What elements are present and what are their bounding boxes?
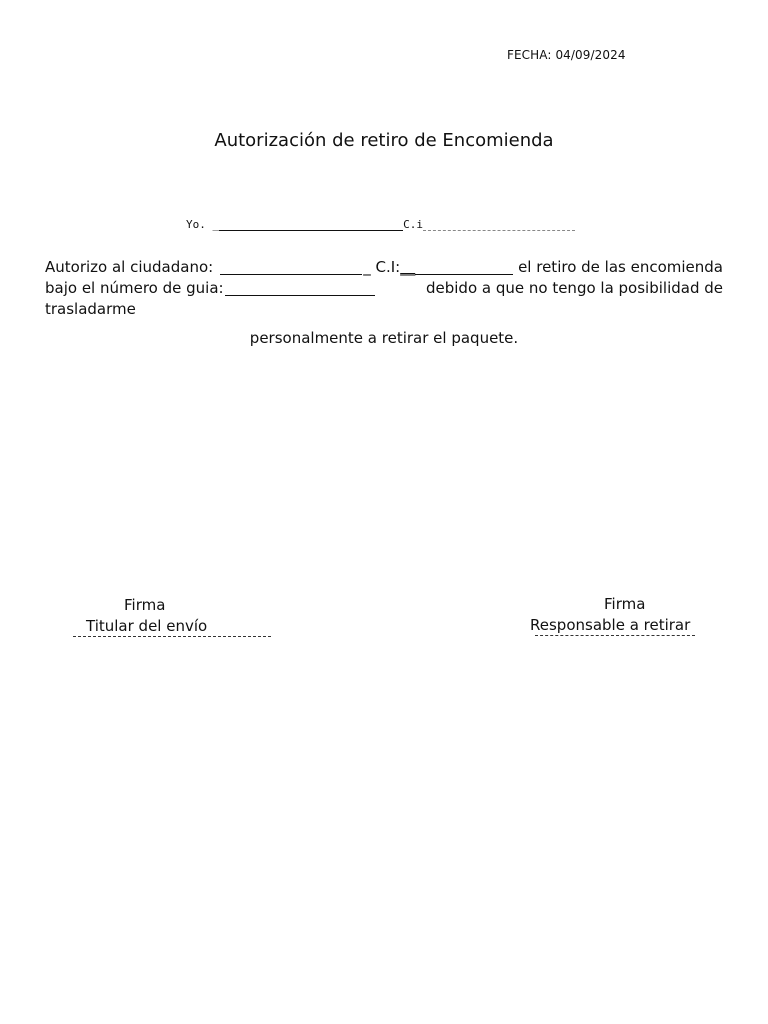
yo-label: Yo. _ [186, 218, 220, 231]
yo-ci-blank[interactable] [423, 219, 575, 231]
authorization-paragraph [45, 257, 723, 320]
paragraph-text-withdrawal: el retiro de las encomienda [518, 258, 723, 276]
paragraph-text-travel: trasladarme [45, 300, 136, 318]
date-label: FECHA: 04/09/2024 [507, 48, 626, 62]
signature-line-holder[interactable] [73, 636, 271, 637]
signature-firma-label: Firma [124, 596, 166, 614]
citizen-name-blank[interactable] [220, 260, 362, 275]
guide-number-blank[interactable] [225, 281, 375, 296]
signature-role-label: Responsable a retirar [530, 616, 691, 634]
citizen-ci-blank[interactable] [415, 260, 513, 275]
paragraph-text-reason: debido a que no tengo la posibilidad de [425, 279, 723, 297]
paragraph-text-guide: bajo el número de guia: [45, 279, 224, 297]
signature-block-holder [73, 594, 271, 637]
signature-role-label: Titular del envío [86, 617, 208, 635]
ci-label: C.i [403, 218, 423, 231]
paragraph-line-2 [45, 278, 723, 299]
paragraph-text-ci: _ C.I: [363, 258, 401, 276]
paragraph-line-3 [45, 299, 723, 320]
paragraph-line-1 [45, 257, 723, 278]
document-title: Autorización de retiro de Encomienda [214, 130, 554, 151]
signature-block-responsible [530, 593, 695, 636]
paragraph-continuation: personalmente a retirar el paquete. [249, 329, 519, 347]
yo-name-blank[interactable] [219, 219, 403, 231]
paragraph-text-ci-underscore: __ [400, 258, 416, 276]
signature-line-responsible[interactable] [535, 635, 695, 636]
yo-line [186, 218, 575, 231]
paragraph-text-authorize: Autorizo al ciudadano: [45, 258, 214, 276]
signature-firma-label: Firma [604, 595, 646, 613]
